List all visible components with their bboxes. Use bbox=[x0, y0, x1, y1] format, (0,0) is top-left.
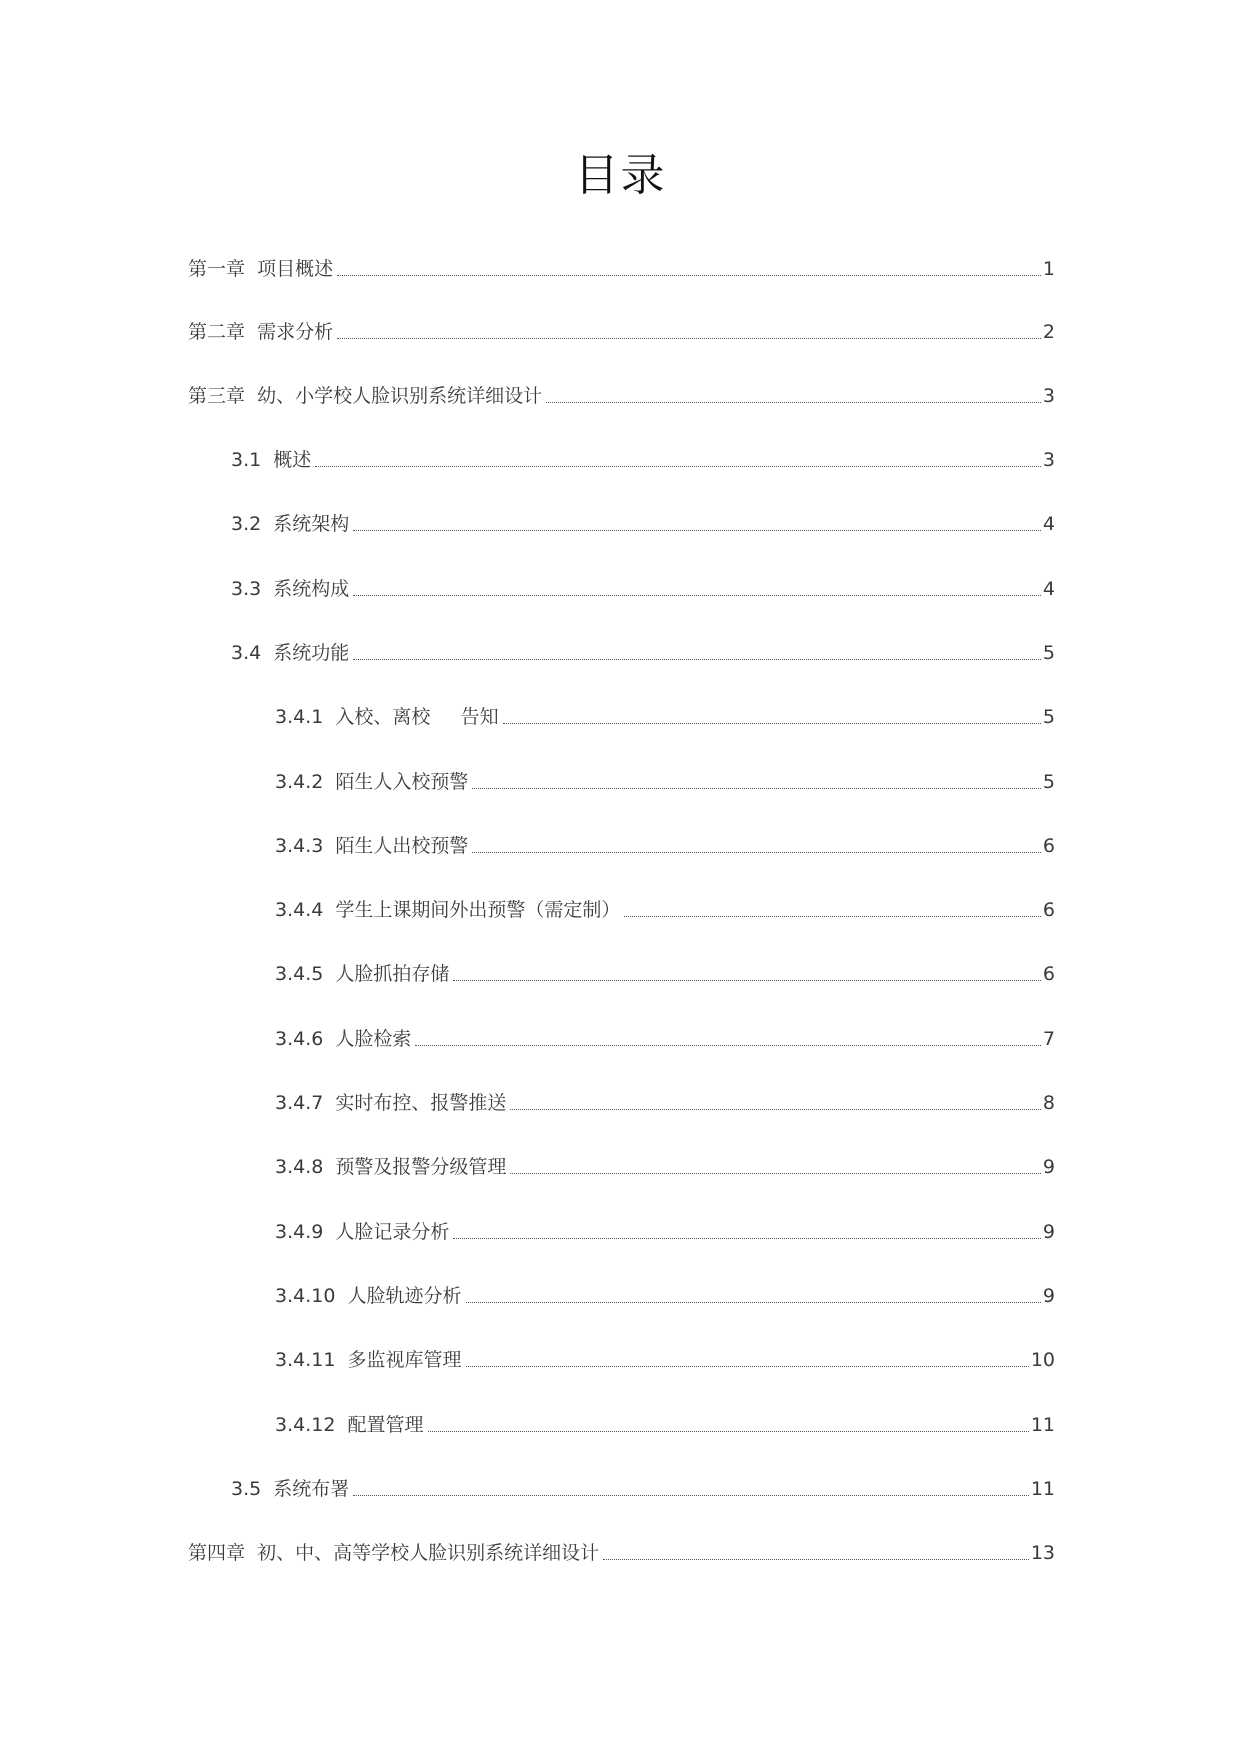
toc-dot-leader bbox=[510, 1109, 1040, 1110]
page-title: 目录 bbox=[574, 150, 667, 201]
toc-entry-section-3-4-2[interactable] bbox=[275, 765, 1055, 795]
toc-entry-page: 4 bbox=[1042, 578, 1055, 600]
toc-entry-label: 3.4.7 实时布控、报警推送 bbox=[275, 1092, 507, 1114]
toc-entry-label: 第一章 项目概述 bbox=[188, 258, 334, 280]
toc-entry-page: 8 bbox=[1042, 1092, 1055, 1114]
toc-entry-label: 第四章 初、中、高等学校人脸识别系统详细设计 bbox=[188, 1542, 600, 1564]
toc-dot-leader bbox=[315, 466, 1041, 467]
toc-entry-page: 5 bbox=[1042, 771, 1055, 793]
toc-entry-page: 10 bbox=[1030, 1349, 1055, 1371]
toc-dot-leader bbox=[466, 1366, 1029, 1367]
toc-entry-page: 4 bbox=[1042, 513, 1055, 535]
toc-entry-label: 3.4.6 人脸检索 bbox=[275, 1028, 412, 1050]
toc-entry-page: 5 bbox=[1042, 642, 1055, 664]
toc-entry-section-3-2[interactable] bbox=[231, 507, 1055, 537]
toc-entry-label: 3.4.2 陌生人入校预警 bbox=[275, 771, 469, 793]
toc-entry-section-3-4-10[interactable] bbox=[275, 1279, 1055, 1309]
toc-dot-leader bbox=[546, 402, 1041, 403]
toc-entry-label: 3.5 系统布署 bbox=[231, 1478, 350, 1500]
toc-entry-section-3-5[interactable] bbox=[231, 1472, 1055, 1502]
toc-entry-page: 13 bbox=[1030, 1542, 1055, 1564]
toc-entry-page: 11 bbox=[1030, 1478, 1055, 1500]
toc-entry-section-3-4[interactable] bbox=[231, 636, 1055, 666]
toc-entry-page: 11 bbox=[1030, 1414, 1055, 1436]
toc-entry-label: 3.4.12 配置管理 bbox=[275, 1414, 424, 1436]
toc-entry-page: 3 bbox=[1042, 449, 1055, 471]
toc-entry-page: 9 bbox=[1042, 1285, 1055, 1307]
toc-entry-label: 3.2 系统架构 bbox=[231, 513, 350, 535]
toc-entry-label: 3.4.11 多监视库管理 bbox=[275, 1349, 462, 1371]
toc-entry-section-3-4-11[interactable] bbox=[275, 1343, 1055, 1373]
toc-dot-leader bbox=[415, 1045, 1040, 1046]
toc-entry-page: 9 bbox=[1042, 1221, 1055, 1243]
toc-entry-chapter-4[interactable] bbox=[188, 1536, 1055, 1566]
toc-dot-leader bbox=[453, 1238, 1040, 1239]
toc-entry-page: 3 bbox=[1042, 385, 1055, 407]
toc-entry-section-3-4-9[interactable] bbox=[275, 1215, 1055, 1245]
toc-entry-page: 6 bbox=[1042, 963, 1055, 985]
toc-dot-leader bbox=[337, 275, 1041, 276]
toc-entry-section-3-4-12[interactable] bbox=[275, 1408, 1055, 1438]
toc-dot-leader bbox=[453, 980, 1040, 981]
toc-dot-leader bbox=[353, 595, 1041, 596]
toc-entry-section-3-4-6[interactable] bbox=[275, 1022, 1055, 1052]
toc-entry-section-3-3[interactable] bbox=[231, 572, 1055, 602]
toc-dot-leader bbox=[353, 1495, 1029, 1496]
toc-dot-leader bbox=[353, 530, 1041, 531]
toc-entry-section-3-4-1[interactable] bbox=[275, 700, 1055, 730]
toc-entry-label: 3.4.8 预警及报警分级管理 bbox=[275, 1156, 507, 1178]
toc-dot-leader bbox=[472, 788, 1040, 789]
toc-dot-leader bbox=[353, 659, 1041, 660]
toc-dot-leader bbox=[503, 723, 1041, 724]
toc-entry-label: 第三章 幼、小学校人脸识别系统详细设计 bbox=[188, 385, 543, 407]
toc-entry-label: 3.4.10 人脸轨迹分析 bbox=[275, 1285, 462, 1307]
toc-entry-chapter-3[interactable] bbox=[188, 379, 1055, 409]
toc-dot-leader bbox=[337, 338, 1041, 339]
toc-entry-label: 3.4 系统功能 bbox=[231, 642, 350, 664]
toc-entry-label: 3.4.5 人脸抓拍存储 bbox=[275, 963, 450, 985]
toc-dot-leader bbox=[603, 1559, 1029, 1560]
toc-entry-label: 3.4.1 入校、离校 告知 bbox=[275, 706, 499, 728]
toc-entry-section-3-4-8[interactable] bbox=[275, 1150, 1055, 1180]
toc-dot-leader bbox=[428, 1431, 1029, 1432]
toc-entry-page: 5 bbox=[1042, 706, 1055, 728]
toc-entry-page: 9 bbox=[1042, 1156, 1055, 1178]
toc-entry-label: 3.3 系统构成 bbox=[231, 578, 350, 600]
toc-entry-label: 第二章 需求分析 bbox=[188, 321, 334, 343]
toc-entry-label: 3.4.3 陌生人出校预警 bbox=[275, 835, 469, 857]
toc-dot-leader bbox=[472, 852, 1040, 853]
toc-entry-label: 3.4.9 人脸记录分析 bbox=[275, 1221, 450, 1243]
toc-entry-page: 2 bbox=[1042, 321, 1055, 343]
toc-entry-section-3-4-3[interactable] bbox=[275, 829, 1055, 859]
toc-dot-leader bbox=[466, 1302, 1041, 1303]
toc-entry-page: 1 bbox=[1042, 258, 1055, 280]
toc-entry-section-3-1[interactable] bbox=[231, 443, 1055, 473]
toc-entry-chapter-1[interactable] bbox=[188, 252, 1055, 282]
toc-entry-page: 7 bbox=[1042, 1028, 1055, 1050]
toc-entry-section-3-4-4[interactable] bbox=[275, 893, 1055, 923]
toc-entry-label: 3.1 概述 bbox=[231, 449, 312, 471]
toc-dot-leader bbox=[510, 1173, 1040, 1174]
toc-entry-section-3-4-7[interactable] bbox=[275, 1086, 1055, 1116]
toc-entry-chapter-2[interactable] bbox=[188, 315, 1055, 345]
toc-entry-section-3-4-5[interactable] bbox=[275, 957, 1055, 987]
toc-dot-leader bbox=[624, 916, 1040, 917]
toc-entry-label: 3.4.4 学生上课期间外出预警（需定制） bbox=[275, 899, 621, 921]
toc-entry-page: 6 bbox=[1042, 835, 1055, 857]
toc-entry-page: 6 bbox=[1042, 899, 1055, 921]
